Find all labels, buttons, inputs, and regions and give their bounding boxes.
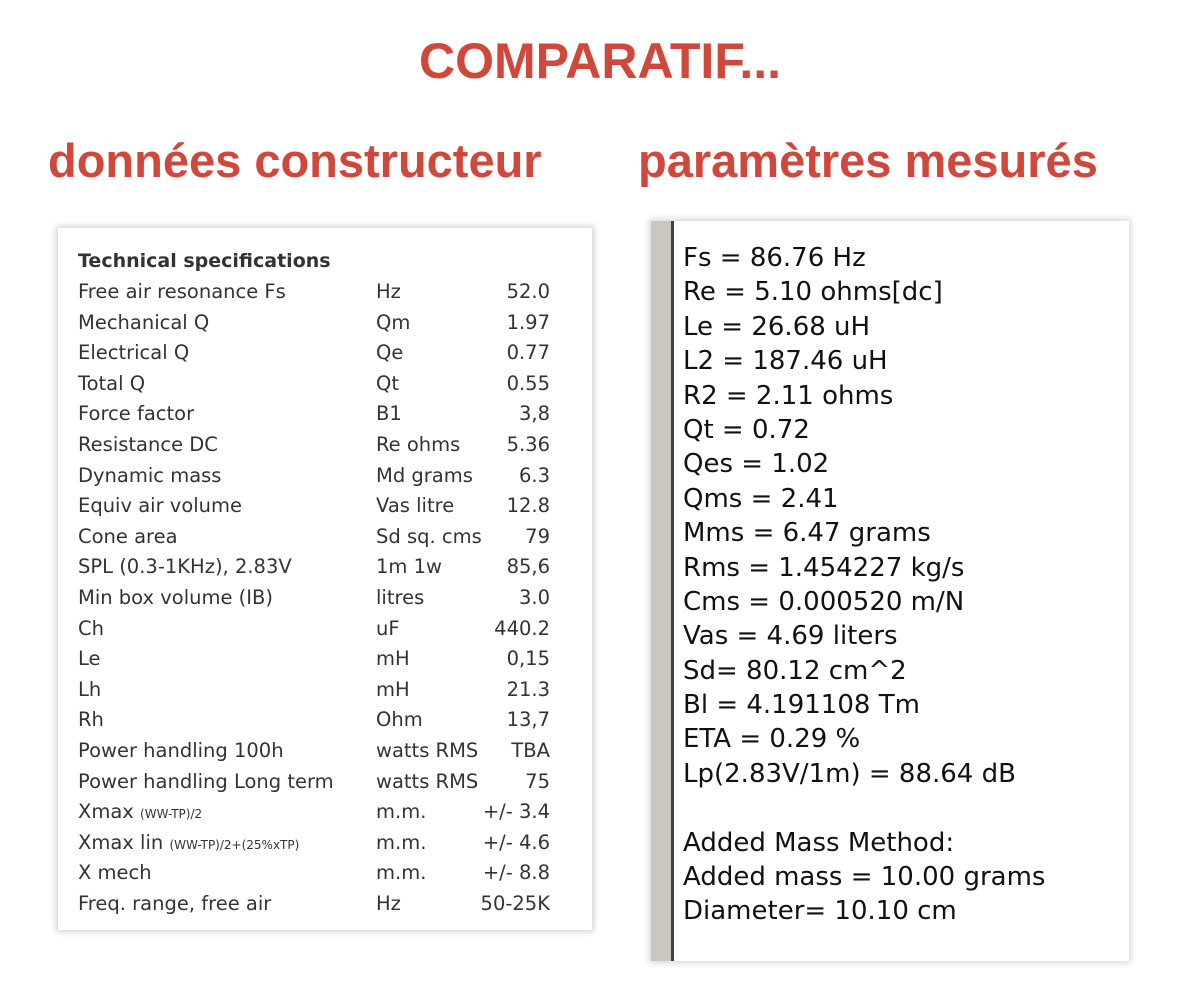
spec-label: [78, 708, 104, 731]
spec-unit: m.m.: [376, 800, 427, 824]
spec-unit: Sd sq. cms: [376, 524, 482, 548]
spec-label: [78, 800, 202, 823]
spec-label-text: X mech: [78, 861, 152, 885]
spec-row: [58, 798, 592, 829]
spec-unit: Re ohms: [376, 432, 461, 456]
spec-row: [58, 737, 592, 768]
spec-label: [78, 464, 221, 487]
spec-label: [78, 402, 194, 425]
spec-value: 21.3: [506, 677, 550, 701]
spec-label: [78, 555, 292, 578]
spec-label-text: Freq. range, free air: [78, 891, 272, 915]
spec-unit: m.m.: [376, 830, 427, 854]
spec-row: [58, 431, 592, 462]
measured-line: Bl = 4.191108 Tm: [683, 690, 920, 721]
spec-unit: watts RMS: [376, 769, 479, 793]
spec-unit: Hz: [376, 280, 401, 303]
spec-label: [78, 770, 334, 793]
measured-line: Sd= 80.12 cm^2: [683, 655, 907, 686]
spec-value: 0.55: [506, 371, 550, 395]
spec-label-text: SPL (0.3-1KHz), 2.83V: [78, 555, 292, 579]
spec-label-text: Power handling 100h: [78, 738, 284, 762]
measured-line: ETA = 0.29 %: [683, 724, 861, 755]
spec-label-text: Lh: [78, 677, 102, 701]
added-mass-line: Added mass = 10.00 grams: [683, 862, 1046, 893]
technical-specifications-card: [58, 228, 592, 930]
spec-label-text: Power handling Long term: [78, 769, 334, 793]
spec-label: [78, 433, 218, 456]
spec-unit: mH: [376, 677, 410, 701]
measured-line: Qes = 1.02: [683, 449, 830, 480]
measured-parameters-list: [683, 241, 1045, 929]
spec-unit: mH: [376, 647, 410, 671]
spec-label: [78, 280, 286, 303]
spec-value: 50-25K: [480, 891, 550, 915]
spec-value: +/- 3.4: [482, 800, 550, 824]
spec-label-text: Xmax lin: [78, 830, 164, 854]
spec-row: [58, 370, 592, 401]
spec-value: TBA: [511, 738, 550, 762]
spec-label: [78, 341, 189, 364]
spec-row: [58, 400, 592, 431]
spacer: [683, 791, 1045, 825]
spec-label-text: Le: [78, 647, 101, 671]
spec-value: 6.3: [518, 463, 550, 487]
spec-row: [58, 553, 592, 584]
spec-label-text: Ch: [78, 616, 104, 640]
spec-unit: watts RMS: [376, 738, 479, 762]
spec-row: [58, 676, 592, 707]
spec-value: 85,6: [506, 555, 550, 579]
spec-unit: litres: [376, 585, 425, 609]
spec-label: [78, 372, 145, 395]
spec-unit: B1: [376, 402, 402, 426]
spec-row: [58, 462, 592, 493]
spec-value: 79: [525, 524, 550, 548]
spec-label-note: (WW-TP)/2: [140, 807, 203, 822]
measured-line: Qms = 2.41: [683, 483, 839, 514]
measured-line: Cms = 0.000520 m/N: [683, 586, 965, 617]
measured-line: Rms = 1.454227 kg/s: [683, 552, 965, 583]
measured-line: Fs = 86.76 Hz: [683, 243, 866, 273]
spec-value: 440.2: [494, 616, 550, 640]
spec-value: 0.77: [506, 341, 550, 365]
spec-value: 1.97: [506, 310, 550, 334]
spec-label-text: Dynamic mass: [78, 463, 222, 487]
spec-row: [58, 309, 592, 340]
spec-label-text: Resistance DC: [78, 432, 218, 456]
spec-label-text: Rh: [78, 708, 104, 732]
spec-label-text: Min box volume (IB): [78, 585, 274, 609]
heading-measured-parameters: paramètres mesurés: [638, 134, 1098, 187]
measured-line: Lp(2.83V/1m) = 88.64 dB: [683, 758, 1016, 789]
spec-row: [58, 706, 592, 737]
spec-unit: Qe: [376, 341, 404, 365]
spec-unit: Md grams: [376, 463, 473, 487]
spec-label-text: Xmax: [78, 800, 134, 824]
spec-label: [78, 647, 101, 670]
added-mass-line: Diameter= 10.10 cm: [683, 896, 957, 927]
spec-unit: 1m 1w: [376, 555, 442, 579]
spec-row: [58, 339, 592, 370]
spec-value: 3.0: [518, 585, 550, 609]
spec-value: 12.8: [506, 494, 550, 518]
spec-label: [78, 831, 299, 854]
spec-value: 52.0: [506, 280, 550, 303]
page-title: COMPARATIF...: [418, 33, 781, 89]
spec-value: 0,15: [506, 647, 550, 671]
spec-row: [58, 859, 592, 890]
spec-table: [58, 278, 592, 920]
spec-unit: m.m.: [376, 861, 427, 885]
spec-row: [58, 492, 592, 523]
measured-line: L2 = 187.46 uH: [683, 346, 888, 377]
spec-label-text: Cone area: [78, 524, 178, 548]
spec-label-text: Mechanical Q: [78, 310, 210, 334]
spec-label: [78, 586, 273, 609]
spec-value: +/- 8.8: [482, 861, 550, 885]
spec-label: [78, 739, 284, 762]
spec-row: [58, 768, 592, 799]
spec-table-title: Technical specifications: [78, 250, 331, 272]
spec-label: [78, 892, 271, 915]
spec-row: [58, 615, 592, 646]
measured-line: Vas = 4.69 liters: [683, 621, 898, 652]
spec-unit: Hz: [376, 891, 401, 915]
spec-label-note: (WW-TP)/2+(25%xTP): [169, 837, 300, 852]
spec-label-text: Electrical Q: [78, 341, 190, 365]
measured-line: R2 = 2.11 ohms: [683, 380, 894, 411]
spec-label-text: Total Q: [78, 371, 146, 395]
spec-row: [58, 890, 592, 921]
spec-value: 13,7: [506, 708, 550, 732]
spec-value: 75: [525, 769, 550, 793]
spec-value: +/- 4.6: [482, 830, 550, 854]
spec-row: [58, 829, 592, 860]
spec-row: [58, 523, 592, 554]
spec-value: 3,8: [518, 402, 550, 426]
spec-label: [78, 525, 178, 548]
spec-row: [58, 278, 592, 309]
spec-unit: Qm: [376, 310, 411, 334]
measured-line: Le = 26.68 uH: [683, 311, 871, 342]
measured-line: Qt = 0.72: [683, 414, 810, 445]
measured-line: Mms = 6.47 grams: [683, 518, 931, 549]
spec-row: [58, 645, 592, 676]
measured-parameters-panel: [651, 221, 1129, 961]
spec-label: [78, 678, 101, 701]
heading-manufacturer-data: données constructeur: [48, 134, 542, 187]
spec-unit: uF: [376, 616, 400, 640]
spec-unit: Ohm: [376, 708, 423, 732]
spec-label: [78, 617, 104, 640]
spec-label-text: Free air resonance Fs: [78, 280, 286, 303]
spec-value: 5.36: [506, 432, 550, 456]
added-mass-line: Added Mass Method:: [683, 827, 955, 858]
spec-label-text: Force factor: [78, 402, 195, 426]
spec-unit: Vas litre: [376, 494, 455, 518]
spec-unit: Qt: [376, 371, 399, 395]
measured-line: Re = 5.10 ohms[dc]: [683, 277, 943, 308]
spec-label: [78, 311, 209, 334]
spec-row: [58, 584, 592, 615]
spec-label-text: Equiv air volume: [78, 494, 243, 518]
spec-label: [78, 494, 242, 517]
spec-label: [78, 861, 152, 884]
